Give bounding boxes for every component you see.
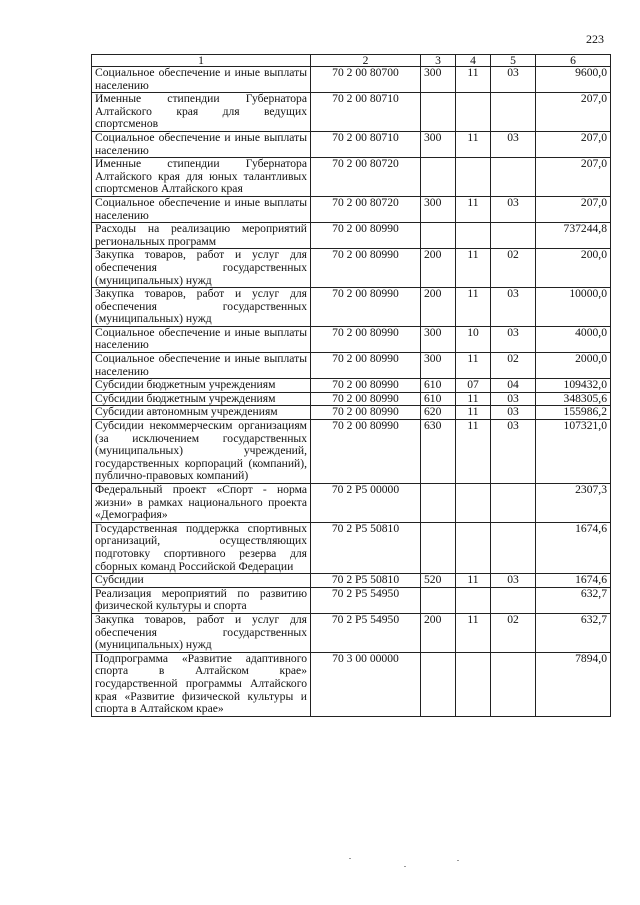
row-pr-cell: 02: [491, 353, 536, 379]
row-name-cell: Социальное обеспечение и иные выплаты населению: [92, 67, 311, 93]
row-name-cell: Закупка товаров, работ и услуг для обеспечения государственных (муниципальных) нужд: [92, 288, 311, 327]
row-code-cell: 70 2 00 80720: [311, 158, 421, 197]
row-amount-cell: 10000,0: [536, 288, 611, 327]
row-vr-cell: 200: [421, 613, 456, 652]
table-row: [92, 574, 611, 588]
row-rz-cell: 11: [456, 196, 491, 222]
row-name-cell: Социальное обеспечение и иные выплаты населению: [92, 196, 311, 222]
row-rz-cell: [456, 522, 491, 573]
row-amount-cell: 155986,2: [536, 406, 611, 420]
row-name-cell: Субсидии: [92, 574, 311, 588]
row-vr-cell: 610: [421, 392, 456, 406]
table-row: [92, 288, 611, 327]
header-row: [92, 55, 611, 67]
row-pr-cell: 03: [491, 574, 536, 588]
row-pr-cell: 03: [491, 67, 536, 93]
row-amount-cell: 1674,6: [536, 574, 611, 588]
row-amount-cell: 737244,8: [536, 223, 611, 249]
row-code-cell: 70 2 00 80990: [311, 379, 421, 393]
row-name-cell: Именные стипендии Губернатора Алтайского края для ведущих спортсменов: [92, 93, 311, 132]
row-name-cell: Именные стипендии Губернатора Алтайского края для юных талантливых спортсменов Алтайского края: [92, 158, 311, 197]
row-name-cell: Федеральный проект «Спорт - норма жизни» в рамках национального проекта «Демография»: [92, 484, 311, 523]
table-row: [92, 613, 611, 652]
row-code-cell: 70 2 00 80700: [311, 67, 421, 93]
row-vr-cell: 610: [421, 379, 456, 393]
row-pr-cell: 02: [491, 249, 536, 288]
row-pr-cell: [491, 158, 536, 197]
row-pr-cell: 03: [491, 406, 536, 420]
row-amount-cell: 207,0: [536, 196, 611, 222]
row-code-cell: 70 2 00 80990: [311, 420, 421, 484]
row-pr-cell: 03: [491, 288, 536, 327]
table-row: [92, 93, 611, 132]
row-code-cell: 70 2 00 80990: [311, 406, 421, 420]
row-rz-cell: [456, 158, 491, 197]
row-rz-cell: 11: [456, 67, 491, 93]
row-rz-cell: 11: [456, 406, 491, 420]
row-rz-cell: 07: [456, 379, 491, 393]
row-vr-cell: 200: [421, 249, 456, 288]
row-amount-cell: 2000,0: [536, 353, 611, 379]
row-rz-cell: 11: [456, 249, 491, 288]
row-vr-cell: [421, 484, 456, 523]
row-pr-cell: [491, 587, 536, 613]
column-header-5: 5: [491, 55, 536, 67]
row-amount-cell: 632,7: [536, 613, 611, 652]
row-pr-cell: 03: [491, 196, 536, 222]
row-amount-cell: 348305,6: [536, 392, 611, 406]
row-pr-cell: 02: [491, 613, 536, 652]
row-pr-cell: 03: [491, 131, 536, 157]
row-name-cell: Социальное обеспечение и иные выплаты населению: [92, 353, 311, 379]
row-pr-cell: [491, 652, 536, 716]
row-amount-cell: 9600,0: [536, 67, 611, 93]
table-row: [92, 131, 611, 157]
row-pr-cell: 03: [491, 420, 536, 484]
row-vr-cell: 520: [421, 574, 456, 588]
row-vr-cell: 300: [421, 353, 456, 379]
row-rz-cell: [456, 223, 491, 249]
row-rz-cell: 10: [456, 326, 491, 352]
table-row: [92, 326, 611, 352]
row-pr-cell: [491, 223, 536, 249]
row-rz-cell: 11: [456, 574, 491, 588]
row-name-cell: Подпрограмма «Развитие адаптивного спорта в Алтайском крае» государственной программы Алтайского края «Развитие физической культуры и спорта в Алтайском крае»: [92, 652, 311, 716]
row-rz-cell: 11: [456, 131, 491, 157]
row-rz-cell: [456, 484, 491, 523]
row-rz-cell: 11: [456, 420, 491, 484]
table-header: [92, 55, 611, 67]
row-rz-cell: 11: [456, 288, 491, 327]
row-name-cell: Субсидии автономным учреждениям: [92, 406, 311, 420]
row-vr-cell: 620: [421, 406, 456, 420]
row-name-cell: Социальное обеспечение и иные выплаты населению: [92, 326, 311, 352]
row-code-cell: 70 2 P5 50810: [311, 574, 421, 588]
row-name-cell: Расходы на реализацию мероприятий региональных программ: [92, 223, 311, 249]
row-amount-cell: 207,0: [536, 93, 611, 132]
row-name-cell: Реализация мероприятий по развитию физической культуры и спорта: [92, 587, 311, 613]
row-name-cell: Субсидии бюджетным учреждениям: [92, 379, 311, 393]
row-rz-cell: [456, 652, 491, 716]
row-code-cell: 70 2 00 80990: [311, 392, 421, 406]
row-pr-cell: [491, 93, 536, 132]
row-vr-cell: 300: [421, 131, 456, 157]
row-rz-cell: 11: [456, 353, 491, 379]
row-code-cell: 70 2 00 80990: [311, 288, 421, 327]
row-code-cell: 70 3 00 00000: [311, 652, 421, 716]
row-vr-cell: [421, 587, 456, 613]
row-code-cell: 70 2 00 80710: [311, 131, 421, 157]
column-header-2: 2: [311, 55, 421, 67]
table-row: [92, 353, 611, 379]
scan-speck: [349, 858, 351, 859]
row-code-cell: 70 2 00 80990: [311, 326, 421, 352]
row-vr-cell: 200: [421, 288, 456, 327]
table-row: [92, 67, 611, 93]
row-vr-cell: [421, 93, 456, 132]
row-code-cell: 70 2 P5 00000: [311, 484, 421, 523]
column-header-3: 3: [421, 55, 456, 67]
table-row: [92, 484, 611, 523]
row-pr-cell: 04: [491, 379, 536, 393]
table-row: [92, 158, 611, 197]
table-row: [92, 392, 611, 406]
row-code-cell: 70 2 00 80990: [311, 249, 421, 288]
row-amount-cell: 2307,3: [536, 484, 611, 523]
row-rz-cell: [456, 587, 491, 613]
budget-table: [91, 54, 611, 717]
table-row: [92, 420, 611, 484]
row-code-cell: 70 2 P5 54950: [311, 587, 421, 613]
table-row: [92, 249, 611, 288]
row-amount-cell: 207,0: [536, 131, 611, 157]
table-body: [92, 67, 611, 717]
row-name-cell: Закупка товаров, работ и услуг для обеспечения государственных (муниципальных) нужд: [92, 249, 311, 288]
column-header-4: 4: [456, 55, 491, 67]
row-code-cell: 70 2 P5 50810: [311, 522, 421, 573]
page-number: 223: [586, 32, 604, 46]
row-name-cell: Государственная поддержка спортивных организаций, осуществляющих подготовку спортивного резерва для сборных команд Российской Федерации: [92, 522, 311, 573]
row-name-cell: Субсидии бюджетным учреждениям: [92, 392, 311, 406]
row-code-cell: 70 2 P5 54950: [311, 613, 421, 652]
row-vr-cell: 300: [421, 326, 456, 352]
table-row: [92, 652, 611, 716]
row-amount-cell: 107321,0: [536, 420, 611, 484]
row-vr-cell: [421, 223, 456, 249]
row-vr-cell: 300: [421, 196, 456, 222]
scan-speck: [457, 860, 459, 861]
row-vr-cell: [421, 158, 456, 197]
column-header-6: 6: [536, 55, 611, 67]
table-row: [92, 196, 611, 222]
row-pr-cell: 03: [491, 392, 536, 406]
row-amount-cell: 632,7: [536, 587, 611, 613]
row-pr-cell: [491, 522, 536, 573]
row-code-cell: 70 2 00 80990: [311, 223, 421, 249]
row-amount-cell: 200,0: [536, 249, 611, 288]
table-row: [92, 223, 611, 249]
row-amount-cell: 4000,0: [536, 326, 611, 352]
row-rz-cell: 11: [456, 392, 491, 406]
scan-speck: [404, 866, 406, 867]
row-vr-cell: 630: [421, 420, 456, 484]
row-pr-cell: [491, 484, 536, 523]
row-pr-cell: 03: [491, 326, 536, 352]
table-row: [92, 406, 611, 420]
row-amount-cell: 109432,0: [536, 379, 611, 393]
row-rz-cell: 11: [456, 613, 491, 652]
table-row: [92, 379, 611, 393]
row-name-cell: Субсидии некоммерческим организациям (за исключением государственных (муниципальных) учреждений, государственных корпораций (компаний), публично-правовых компаний): [92, 420, 311, 484]
row-amount-cell: 207,0: [536, 158, 611, 197]
table-row: [92, 522, 611, 573]
row-vr-cell: [421, 652, 456, 716]
table-row: [92, 587, 611, 613]
row-vr-cell: 300: [421, 67, 456, 93]
row-name-cell: Закупка товаров, работ и услуг для обеспечения государственных (муниципальных) нужд: [92, 613, 311, 652]
column-header-1: 1: [92, 55, 311, 67]
row-amount-cell: 1674,6: [536, 522, 611, 573]
row-name-cell: Социальное обеспечение и иные выплаты населению: [92, 131, 311, 157]
row-code-cell: 70 2 00 80710: [311, 93, 421, 132]
row-amount-cell: 7894,0: [536, 652, 611, 716]
row-vr-cell: [421, 522, 456, 573]
row-rz-cell: [456, 93, 491, 132]
row-code-cell: 70 2 00 80720: [311, 196, 421, 222]
row-code-cell: 70 2 00 80990: [311, 353, 421, 379]
